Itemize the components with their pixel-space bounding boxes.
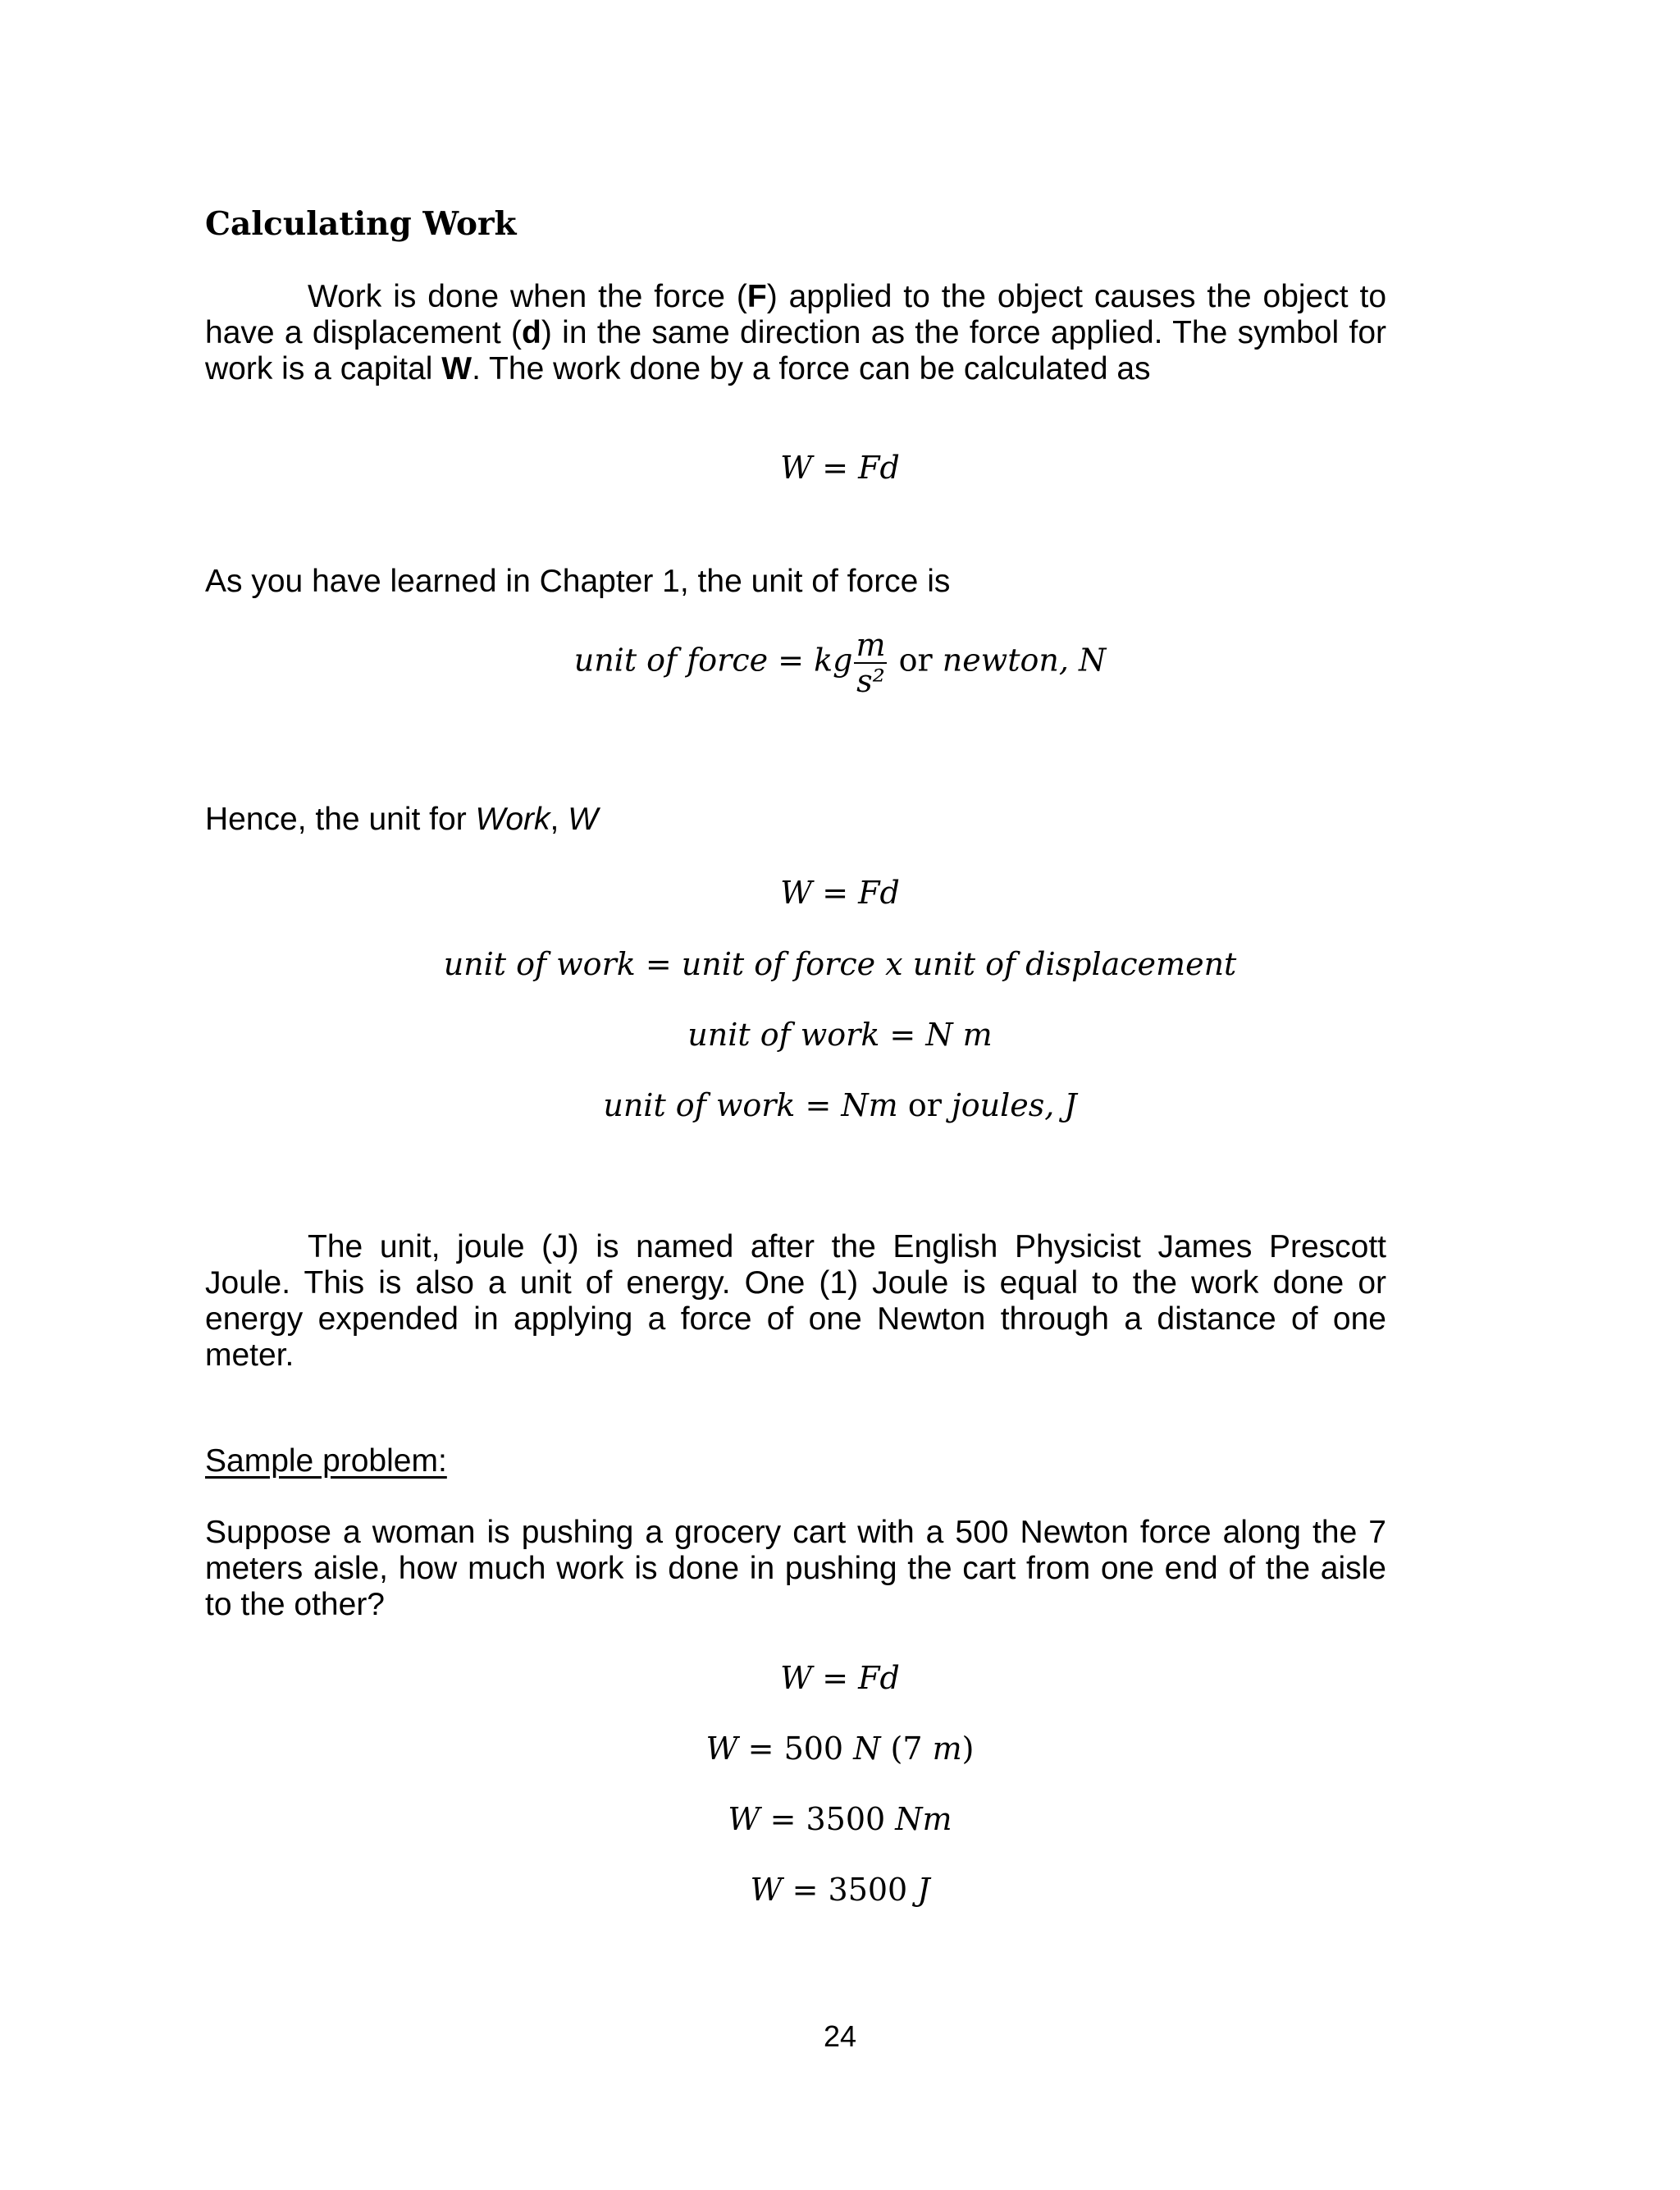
problem-statement: Suppose a woman is pushing a grocery cart with a 500 Newton force along the 7 meters aisle, how much work is done in pushing the cart from one end of the aisle to the other? <box>205 1515 1386 1622</box>
intro-text-2: ) applied to the object causes the object to have a displacement ( <box>205 279 1387 350</box>
step4-w: W <box>750 1872 783 1908</box>
or-word: or <box>898 642 933 679</box>
step2-force-value: = 500 <box>737 1731 854 1767</box>
step2-close-paren: ) <box>961 1731 975 1767</box>
unit-of-work-joules <box>0 1085 1680 1126</box>
hence-text-1: Hence, the unit for <box>205 802 476 837</box>
step4-value: = 3500 <box>782 1872 918 1908</box>
chapter-reference-line: As you have learned in Chapter 1, the unit of force is <box>205 564 951 599</box>
solution-step-1: W = Fd <box>780 1660 900 1696</box>
work-formula-repeat: W = Fd <box>780 875 900 911</box>
fraction-denominator: s² <box>856 663 885 699</box>
sample-problem-label <box>205 1443 447 1479</box>
page-number: 24 <box>823 2019 857 2053</box>
work-word: Work <box>475 802 550 837</box>
step2-n-unit: N <box>853 1731 881 1767</box>
work-symbol: W <box>441 351 472 386</box>
unit-of-work-rhs: joules, J <box>951 1087 1077 1123</box>
unit-of-work-definition: unit of work = unit of force x unit of displacement <box>443 946 1237 982</box>
section-heading: Calculating Work <box>205 205 517 243</box>
solution-step-2 <box>0 1728 1680 1769</box>
unit-of-work-lhs: unit of work = Nm <box>603 1087 898 1123</box>
hence-line <box>205 802 598 838</box>
step3-unit: Nm <box>895 1801 952 1837</box>
displacement-symbol: d <box>522 315 541 350</box>
joule-text: The unit, joule (J) is named after the English Physicist James Prescott Joule. This is also a unit of energy. One (1) Joule is equal to the work done or energy expended in applying a force of one Newton through a distance of one meter. <box>205 1229 1386 1373</box>
force-unit-lhs: unit of force = kg <box>573 642 853 679</box>
work-formula: W = Fd <box>780 450 900 486</box>
unit-of-work-nm: unit of work = N m <box>687 1017 993 1053</box>
intro-text-3: ) in the same direction as the force applied. The symbol for work is a capital <box>205 315 1386 386</box>
step2-m-unit: m <box>932 1731 962 1767</box>
or-word: or <box>907 1087 942 1123</box>
force-symbol: F <box>746 279 767 314</box>
step3-value: = 3500 <box>760 1801 896 1837</box>
joule-paragraph <box>205 1229 1386 1374</box>
step4-unit: J <box>917 1872 930 1908</box>
step2-w: W <box>705 1731 738 1767</box>
intro-text-1: Work is done when the force ( <box>308 279 747 314</box>
step3-w: W <box>728 1801 760 1837</box>
sample-problem-text: Sample problem: <box>205 1443 447 1479</box>
hence-text-2: , <box>550 802 568 837</box>
fraction-numerator: m <box>856 627 886 663</box>
work-letter: W <box>568 802 599 837</box>
step2-distance-value: (7 <box>880 1731 933 1767</box>
solution-step-4 <box>0 1869 1680 1910</box>
unit-of-force-equation <box>0 628 1680 698</box>
intro-paragraph <box>205 279 1386 387</box>
solution-step-3 <box>0 1799 1680 1840</box>
m-per-s2-fraction <box>854 628 887 698</box>
intro-text-4: . The work done by a force can be calculated as <box>472 351 1151 386</box>
force-unit-rhs: newton, N <box>942 642 1107 679</box>
